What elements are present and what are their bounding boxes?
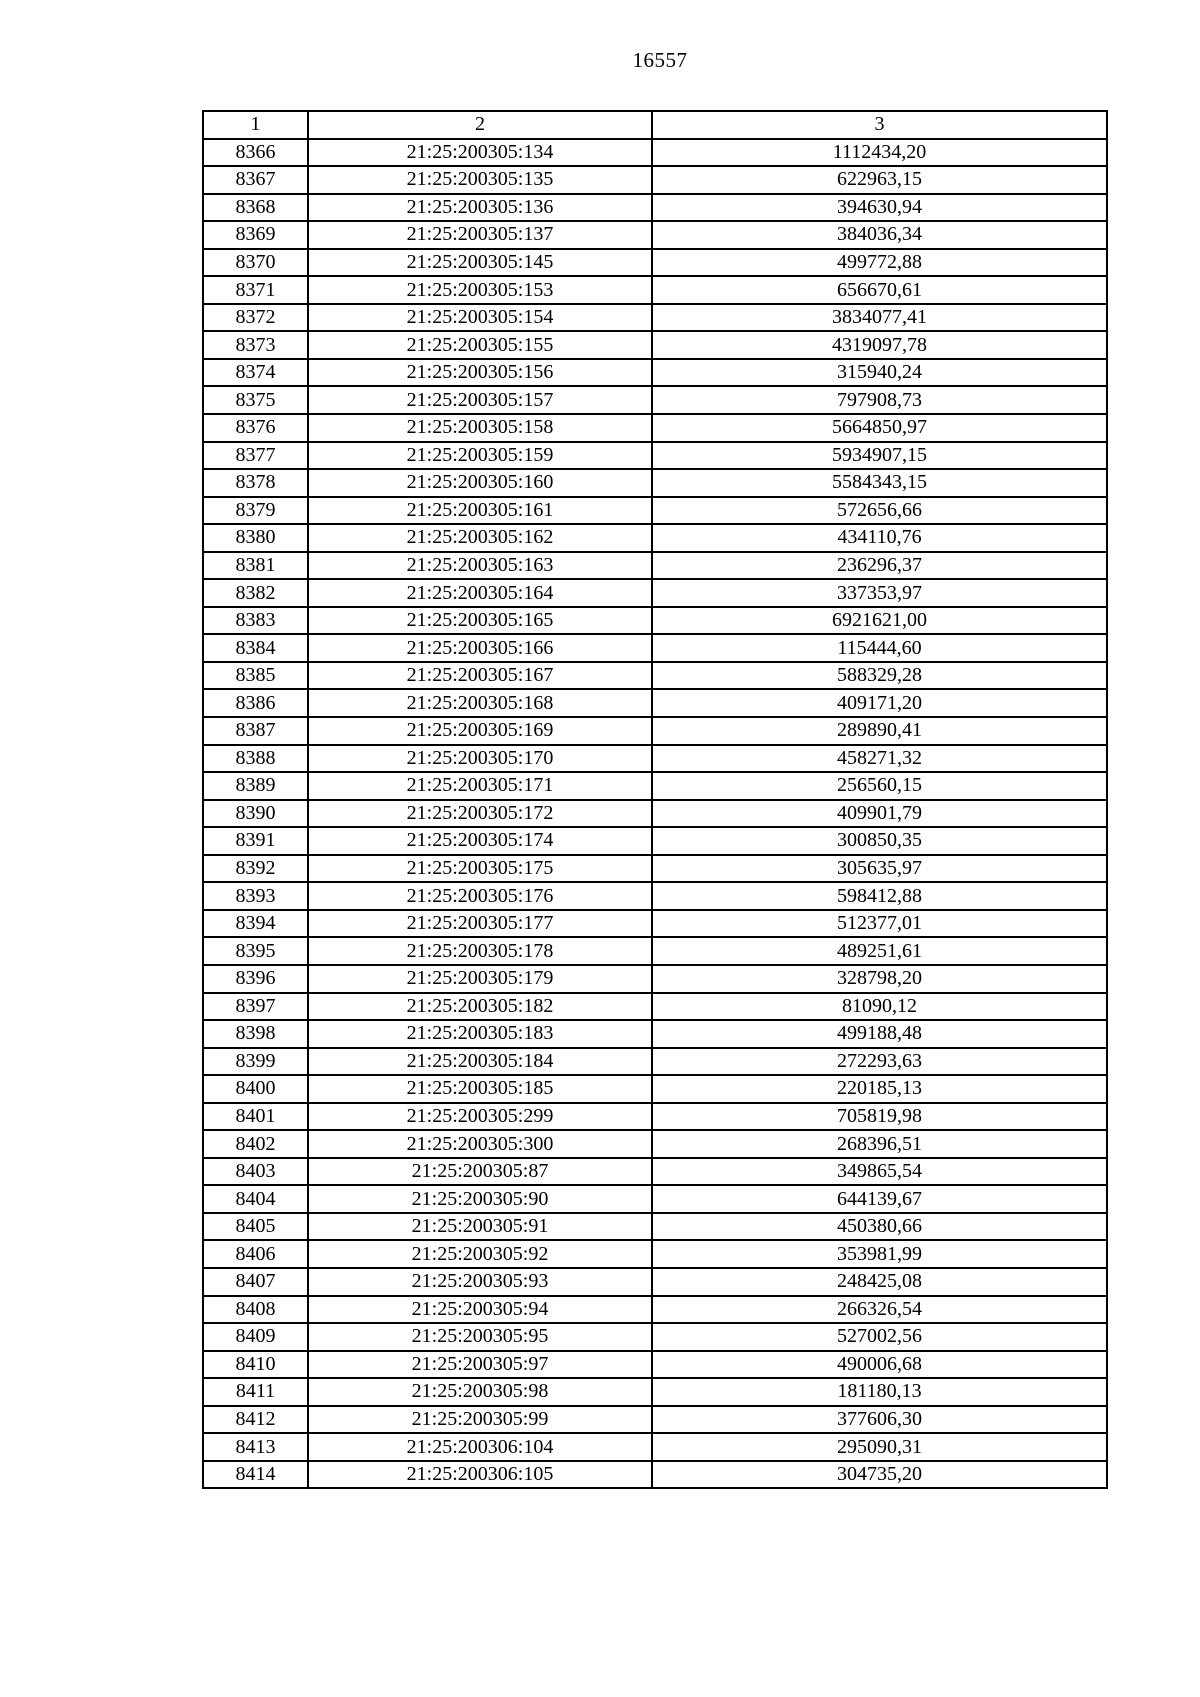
value-cell: 622963,15 bbox=[652, 166, 1107, 194]
value-cell: 349865,54 bbox=[652, 1158, 1107, 1186]
cadastral-number-cell: 21:25:200305:91 bbox=[308, 1213, 652, 1241]
cadastral-number-cell: 21:25:200305:153 bbox=[308, 276, 652, 304]
column-header-3: 3 bbox=[652, 111, 1107, 139]
cadastral-number-cell: 21:25:200305:169 bbox=[308, 717, 652, 745]
cadastral-number-cell: 21:25:200305:185 bbox=[308, 1075, 652, 1103]
value-cell: 512377,01 bbox=[652, 910, 1107, 938]
cadastral-number-cell: 21:25:200305:165 bbox=[308, 607, 652, 635]
value-cell: 705819,98 bbox=[652, 1103, 1107, 1131]
value-cell: 272293,63 bbox=[652, 1048, 1107, 1076]
table-row bbox=[203, 745, 1107, 773]
row-number-cell: 8402 bbox=[203, 1130, 308, 1158]
value-cell: 3834077,41 bbox=[652, 304, 1107, 332]
table-row bbox=[203, 855, 1107, 883]
value-cell: 572656,66 bbox=[652, 497, 1107, 525]
value-cell: 450380,66 bbox=[652, 1213, 1107, 1241]
row-number-cell: 8396 bbox=[203, 965, 308, 993]
table-row bbox=[203, 662, 1107, 690]
row-number-cell: 8374 bbox=[203, 359, 308, 387]
value-cell: 248425,08 bbox=[652, 1268, 1107, 1296]
row-number-cell: 8368 bbox=[203, 194, 308, 222]
value-cell: 81090,12 bbox=[652, 993, 1107, 1021]
cadastral-number-cell: 21:25:200305:87 bbox=[308, 1158, 652, 1186]
value-cell: 797908,73 bbox=[652, 386, 1107, 414]
cadastral-number-cell: 21:25:200305:178 bbox=[308, 937, 652, 965]
table-row bbox=[203, 1406, 1107, 1434]
table-row bbox=[203, 607, 1107, 635]
cadastral-number-cell: 21:25:200305:162 bbox=[308, 524, 652, 552]
value-cell: 268396,51 bbox=[652, 1130, 1107, 1158]
row-number-cell: 8404 bbox=[203, 1185, 308, 1213]
table-row bbox=[203, 552, 1107, 580]
value-cell: 499188,48 bbox=[652, 1020, 1107, 1048]
table-row bbox=[203, 276, 1107, 304]
value-cell: 300850,35 bbox=[652, 827, 1107, 855]
cadastral-number-cell: 21:25:200306:104 bbox=[308, 1433, 652, 1461]
row-number-cell: 8372 bbox=[203, 304, 308, 332]
row-number-cell: 8405 bbox=[203, 1213, 308, 1241]
cadastral-number-cell: 21:25:200305:183 bbox=[308, 1020, 652, 1048]
cadastral-number-cell: 21:25:200305:176 bbox=[308, 882, 652, 910]
cadastral-number-cell: 21:25:200305:135 bbox=[308, 166, 652, 194]
cadastral-number-cell: 21:25:200305:171 bbox=[308, 772, 652, 800]
table-row bbox=[203, 800, 1107, 828]
cadastral-number-cell: 21:25:200305:159 bbox=[308, 442, 652, 470]
table-row bbox=[203, 1240, 1107, 1268]
cadastral-number-cell: 21:25:200305:94 bbox=[308, 1296, 652, 1324]
cadastral-number-cell: 21:25:200305:90 bbox=[308, 1185, 652, 1213]
table-row bbox=[203, 414, 1107, 442]
value-cell: 181180,13 bbox=[652, 1378, 1107, 1406]
value-cell: 266326,54 bbox=[652, 1296, 1107, 1324]
cadastral-number-cell: 21:25:200305:179 bbox=[308, 965, 652, 993]
row-number-cell: 8395 bbox=[203, 937, 308, 965]
value-cell: 384036,34 bbox=[652, 221, 1107, 249]
value-cell: 353981,99 bbox=[652, 1240, 1107, 1268]
value-cell: 6921621,00 bbox=[652, 607, 1107, 635]
row-number-cell: 8406 bbox=[203, 1240, 308, 1268]
row-number-cell: 8384 bbox=[203, 634, 308, 662]
table-row bbox=[203, 1075, 1107, 1103]
value-cell: 305635,97 bbox=[652, 855, 1107, 883]
table-row bbox=[203, 1296, 1107, 1324]
cadastral-number-cell: 21:25:200305:158 bbox=[308, 414, 652, 442]
cadastral-number-cell: 21:25:200305:98 bbox=[308, 1378, 652, 1406]
cadastral-number-cell: 21:25:200305:95 bbox=[308, 1323, 652, 1351]
row-number-cell: 8367 bbox=[203, 166, 308, 194]
table-row bbox=[203, 249, 1107, 277]
value-cell: 644139,67 bbox=[652, 1185, 1107, 1213]
table-row bbox=[203, 497, 1107, 525]
value-cell: 220185,13 bbox=[652, 1075, 1107, 1103]
cadastral-number-cell: 21:25:200305:175 bbox=[308, 855, 652, 883]
value-cell: 315940,24 bbox=[652, 359, 1107, 387]
row-number-cell: 8369 bbox=[203, 221, 308, 249]
value-cell: 409901,79 bbox=[652, 800, 1107, 828]
table-header bbox=[203, 111, 1107, 139]
row-number-cell: 8401 bbox=[203, 1103, 308, 1131]
cadastral-number-cell: 21:25:200305:172 bbox=[308, 800, 652, 828]
column-header-1: 1 bbox=[203, 111, 308, 139]
row-number-cell: 8375 bbox=[203, 386, 308, 414]
value-cell: 656670,61 bbox=[652, 276, 1107, 304]
cadastral-number-cell: 21:25:200305:300 bbox=[308, 1130, 652, 1158]
row-number-cell: 8385 bbox=[203, 662, 308, 690]
value-cell: 304735,20 bbox=[652, 1461, 1107, 1489]
table-row bbox=[203, 634, 1107, 662]
cadastral-number-cell: 21:25:200305:157 bbox=[308, 386, 652, 414]
table-row bbox=[203, 386, 1107, 414]
table-row bbox=[203, 827, 1107, 855]
cadastral-number-cell: 21:25:200305:170 bbox=[308, 745, 652, 773]
row-number-cell: 8414 bbox=[203, 1461, 308, 1489]
table-row bbox=[203, 1130, 1107, 1158]
row-number-cell: 8412 bbox=[203, 1406, 308, 1434]
value-cell: 527002,56 bbox=[652, 1323, 1107, 1351]
cadastral-number-cell: 21:25:200305:145 bbox=[308, 249, 652, 277]
data-table bbox=[202, 110, 1108, 1489]
table-row bbox=[203, 1158, 1107, 1186]
table-row bbox=[203, 221, 1107, 249]
value-cell: 499772,88 bbox=[652, 249, 1107, 277]
cadastral-number-cell: 21:25:200305:137 bbox=[308, 221, 652, 249]
table-row bbox=[203, 579, 1107, 607]
cadastral-number-cell: 21:25:200305:99 bbox=[308, 1406, 652, 1434]
value-cell: 1112434,20 bbox=[652, 139, 1107, 167]
table-row bbox=[203, 1185, 1107, 1213]
value-cell: 328798,20 bbox=[652, 965, 1107, 993]
table-row bbox=[203, 772, 1107, 800]
row-number-cell: 8407 bbox=[203, 1268, 308, 1296]
row-number-cell: 8391 bbox=[203, 827, 308, 855]
table-row bbox=[203, 882, 1107, 910]
row-number-cell: 8373 bbox=[203, 331, 308, 359]
row-number-cell: 8377 bbox=[203, 442, 308, 470]
row-number-cell: 8378 bbox=[203, 469, 308, 497]
value-cell: 337353,97 bbox=[652, 579, 1107, 607]
row-number-cell: 8409 bbox=[203, 1323, 308, 1351]
cadastral-number-cell: 21:25:200305:93 bbox=[308, 1268, 652, 1296]
row-number-cell: 8380 bbox=[203, 524, 308, 552]
row-number-cell: 8393 bbox=[203, 882, 308, 910]
cadastral-number-cell: 21:25:200305:182 bbox=[308, 993, 652, 1021]
cadastral-number-cell: 21:25:200305:168 bbox=[308, 689, 652, 717]
cadastral-number-cell: 21:25:200305:184 bbox=[308, 1048, 652, 1076]
value-cell: 588329,28 bbox=[652, 662, 1107, 690]
value-cell: 5934907,15 bbox=[652, 442, 1107, 470]
value-cell: 377606,30 bbox=[652, 1406, 1107, 1434]
table-row bbox=[203, 139, 1107, 167]
table-row bbox=[203, 689, 1107, 717]
cadastral-number-cell: 21:25:200305:154 bbox=[308, 304, 652, 332]
value-cell: 4319097,78 bbox=[652, 331, 1107, 359]
table-row bbox=[203, 1433, 1107, 1461]
row-number-cell: 8394 bbox=[203, 910, 308, 938]
cadastral-number-cell: 21:25:200305:134 bbox=[308, 139, 652, 167]
row-number-cell: 8400 bbox=[203, 1075, 308, 1103]
table-row bbox=[203, 965, 1107, 993]
row-number-cell: 8397 bbox=[203, 993, 308, 1021]
table-row bbox=[203, 1103, 1107, 1131]
row-number-cell: 8410 bbox=[203, 1351, 308, 1379]
row-number-cell: 8387 bbox=[203, 717, 308, 745]
value-cell: 598412,88 bbox=[652, 882, 1107, 910]
row-number-cell: 8371 bbox=[203, 276, 308, 304]
table-row bbox=[203, 910, 1107, 938]
table-row bbox=[203, 993, 1107, 1021]
page-number: 16557 bbox=[632, 48, 688, 72]
row-number-cell: 8376 bbox=[203, 414, 308, 442]
cadastral-number-cell: 21:25:200305:167 bbox=[308, 662, 652, 690]
value-cell: 289890,41 bbox=[652, 717, 1107, 745]
table-row bbox=[203, 937, 1107, 965]
header-row bbox=[203, 111, 1107, 139]
row-number-cell: 8366 bbox=[203, 139, 308, 167]
row-number-cell: 8398 bbox=[203, 1020, 308, 1048]
cadastral-number-cell: 21:25:200305:174 bbox=[308, 827, 652, 855]
value-cell: 409171,20 bbox=[652, 689, 1107, 717]
value-cell: 256560,15 bbox=[652, 772, 1107, 800]
table-body bbox=[203, 139, 1107, 1489]
cadastral-number-cell: 21:25:200305:160 bbox=[308, 469, 652, 497]
table-row bbox=[203, 194, 1107, 222]
cadastral-number-cell: 21:25:200305:156 bbox=[308, 359, 652, 387]
row-number-cell: 8370 bbox=[203, 249, 308, 277]
row-number-cell: 8386 bbox=[203, 689, 308, 717]
row-number-cell: 8413 bbox=[203, 1433, 308, 1461]
row-number-cell: 8408 bbox=[203, 1296, 308, 1324]
cadastral-number-cell: 21:25:200305:164 bbox=[308, 579, 652, 607]
row-number-cell: 8399 bbox=[203, 1048, 308, 1076]
table-row bbox=[203, 1378, 1107, 1406]
cadastral-number-cell: 21:25:200305:299 bbox=[308, 1103, 652, 1131]
table-row bbox=[203, 1351, 1107, 1379]
table-row bbox=[203, 1048, 1107, 1076]
table-row bbox=[203, 1020, 1107, 1048]
row-number-cell: 8382 bbox=[203, 579, 308, 607]
row-number-cell: 8379 bbox=[203, 497, 308, 525]
table-row bbox=[203, 469, 1107, 497]
row-number-cell: 8390 bbox=[203, 800, 308, 828]
table-row bbox=[203, 359, 1107, 387]
value-cell: 490006,68 bbox=[652, 1351, 1107, 1379]
row-number-cell: 8388 bbox=[203, 745, 308, 773]
cadastral-number-cell: 21:25:200305:155 bbox=[308, 331, 652, 359]
cadastral-number-cell: 21:25:200305:177 bbox=[308, 910, 652, 938]
value-cell: 5664850,97 bbox=[652, 414, 1107, 442]
table-row bbox=[203, 717, 1107, 745]
table-row bbox=[203, 166, 1107, 194]
value-cell: 115444,60 bbox=[652, 634, 1107, 662]
table-row bbox=[203, 1323, 1107, 1351]
value-cell: 434110,76 bbox=[652, 524, 1107, 552]
cadastral-number-cell: 21:25:200305:166 bbox=[308, 634, 652, 662]
cadastral-number-cell: 21:25:200305:136 bbox=[308, 194, 652, 222]
column-header-2: 2 bbox=[308, 111, 652, 139]
table-row bbox=[203, 442, 1107, 470]
row-number-cell: 8411 bbox=[203, 1378, 308, 1406]
value-cell: 295090,31 bbox=[652, 1433, 1107, 1461]
cadastral-number-cell: 21:25:200306:105 bbox=[308, 1461, 652, 1489]
table-row bbox=[203, 1213, 1107, 1241]
row-number-cell: 8383 bbox=[203, 607, 308, 635]
row-number-cell: 8389 bbox=[203, 772, 308, 800]
table-row bbox=[203, 1268, 1107, 1296]
table-row bbox=[203, 1461, 1107, 1489]
row-number-cell: 8403 bbox=[203, 1158, 308, 1186]
value-cell: 236296,37 bbox=[652, 552, 1107, 580]
row-number-cell: 8392 bbox=[203, 855, 308, 883]
cadastral-number-cell: 21:25:200305:163 bbox=[308, 552, 652, 580]
row-number-cell: 8381 bbox=[203, 552, 308, 580]
table-row bbox=[203, 524, 1107, 552]
table-row bbox=[203, 331, 1107, 359]
value-cell: 458271,32 bbox=[652, 745, 1107, 773]
value-cell: 5584343,15 bbox=[652, 469, 1107, 497]
cadastral-number-cell: 21:25:200305:161 bbox=[308, 497, 652, 525]
value-cell: 489251,61 bbox=[652, 937, 1107, 965]
table-row bbox=[203, 304, 1107, 332]
value-cell: 394630,94 bbox=[652, 194, 1107, 222]
cadastral-number-cell: 21:25:200305:97 bbox=[308, 1351, 652, 1379]
cadastral-number-cell: 21:25:200305:92 bbox=[308, 1240, 652, 1268]
